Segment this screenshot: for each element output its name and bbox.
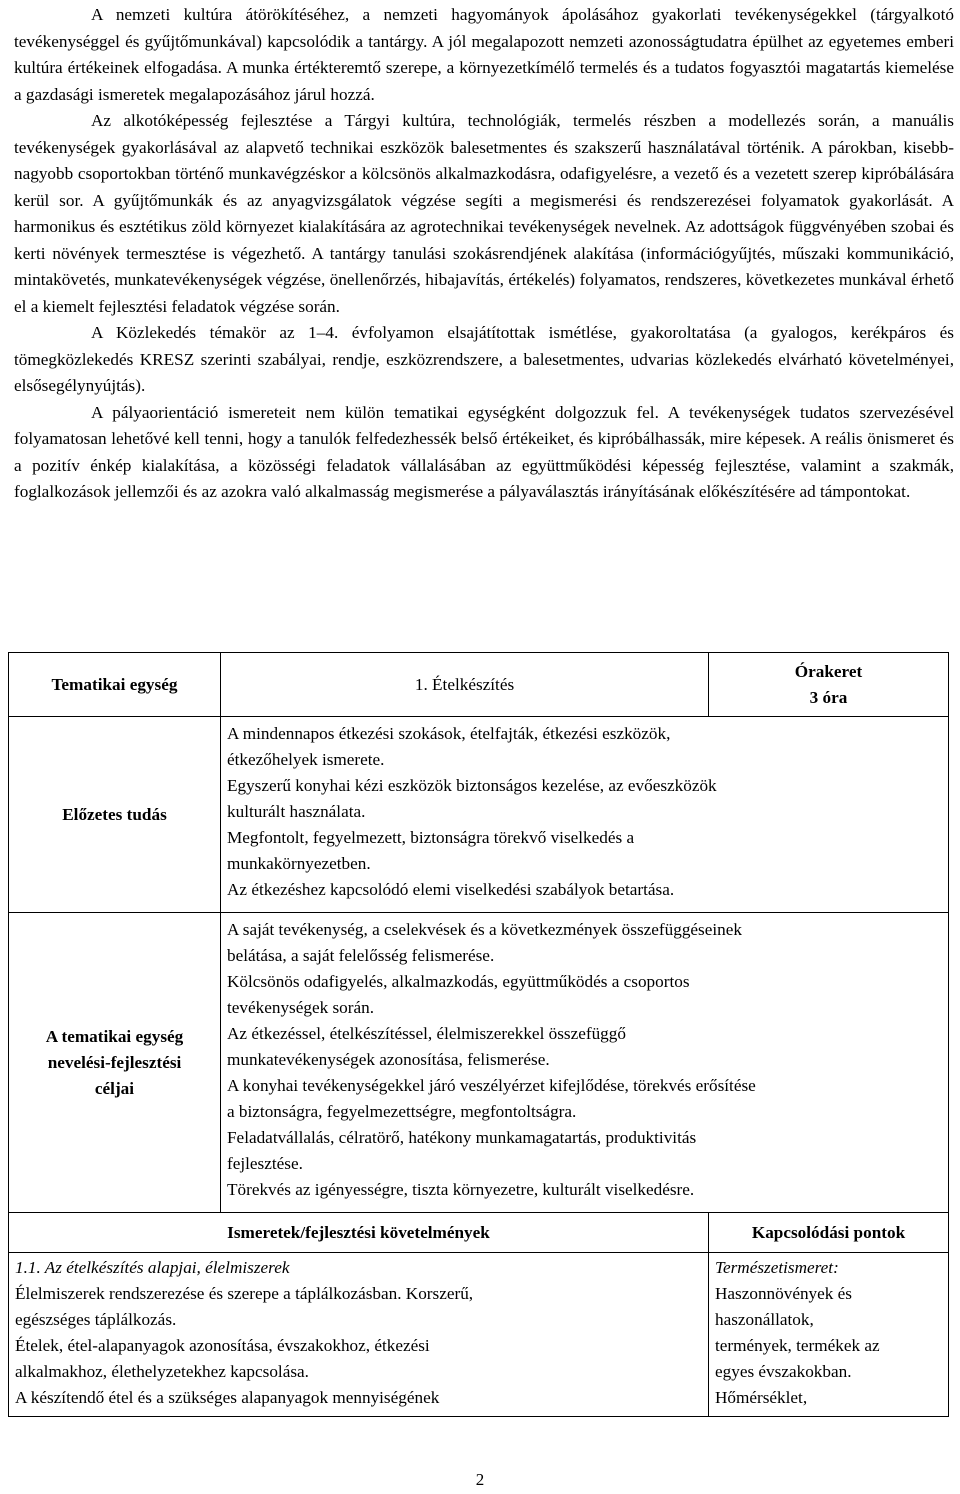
page-number: 2	[475, 1470, 485, 1489]
content-line: a biztonságra, fegyelmezettségre, megfontoltságra.	[227, 1102, 577, 1121]
paragraph: A pályaorientáció ismereteit nem külön tematikai egységként dolgozzuk fel. A tevékenységek tudatos szervezésével folyamatosan lehetővé kell tenni, hogy a tanulók felfedezhessék belső értékeiket, és kipróbálhassák, mire képesek. A reális önismeret és a pozitív énkép kialakítása, a közösségi feladatok vállalásában az együttműködési képesség fejlesztése, valamint a szakmák, foglalkozások jellemzői és az azokra való alkalmasság megismerése a pályaválasztás irányításának előkészítésére ad támpontokat.	[14, 402, 954, 501]
content-line: tevékenységek során.	[227, 998, 374, 1017]
goals-content	[221, 913, 949, 1213]
paragraph: Az alkotóképesség fejlesztése a Tárgyi kultúra, technológiák, termelés részben a modellezés során, a manuális tevékenységek gyakorlásával az alapvető technikai eszközök balesetmentes és szakszerű használatával történik. A párokban, kisebb-nagyobb csoportokban történő munkavégzéskor a kölcsönös alkalmazkodásra, odafigyelésre, a vezető és a vezetett szerep kipróbálására kerül sor. A gyűjtőmunkák és az anyagvizsgálatok végzése segíti a megismerési és rendszerezései folyamatok gyakorlását. A harmonikus és esztétikus zöld környezet kialakítására az agrotechnikai tevékenységek nevelnek. Az adottságok függvényében szobai és kerti növények termesztése is végezhető. A tantárgy tanulási szokásrendjének alakítása (információgyűjtés, műszaki kommunikáció, mintakövetés, munkatevékenységek végzése, önellenőrzés, hibajavítás, értékelés) folyamatos, rendszeres, következetes munkával érhető el a kiemelt fejlesztési feladatok végzése során.	[14, 111, 954, 316]
paragraph: A nemzeti kultúra átörökítéséhez, a nemzeti hagyományok ápolásához gyakorlati tevékenységekkel (tárgyalkotó tevékenységgel és gyűjtőmunkával) kapcsolódik a tantárgy. A jól megalapozott nemzeti azonosságtudatra épülhet az egyetemes emberi kultúra értékeinek elfogadása. A munka értékteremtő szerepe, a környezetkímélő termelés és a tudatos fogyasztói magatartás kiemelése a gazdasági ismeretek megalapozásához járul hozzá.	[14, 5, 954, 104]
intro-text	[14, 2, 954, 506]
content-line: A készítendő étel és a szükséges alapanyagok mennyiségének	[15, 1388, 440, 1407]
goals-label-line: nevelési-fejlesztési	[47, 1052, 182, 1072]
paragraph: A Közlekedés témakör az 1–4. évfolyamon elsajátítottak ismétlése, gyakoroltatása (a gyalogos, kerékpáros és tömegközlekedés KRESZ szerinti szabályai, rendje, eszközrendszere, a balesetmentes, udvarias közlekedés elvárható követelményei, elsősegélynyújtás).	[14, 323, 954, 395]
content-line: termények, termékek az	[715, 1336, 880, 1355]
content-line: Törekvés az igényességre, tiszta környezetre, kulturált viselkedésre.	[227, 1180, 695, 1199]
content-line: egyes évszakokban.	[715, 1362, 852, 1381]
content-line: belátása, a saját felelősség felismerése.	[227, 946, 495, 965]
content-line: Haszonnövények és	[715, 1284, 852, 1303]
content-row	[9, 1253, 949, 1417]
requirements-content	[9, 1253, 709, 1417]
content-line: munkakörnyezetben.	[227, 854, 371, 873]
content-line: haszonállatok,	[715, 1310, 814, 1329]
requirements-subtitle: 1.1. Az ételkészítés alapjai, élelmiszerek	[15, 1258, 290, 1277]
content-line: Ételek, étel-alapanyagok azonosítása, évszakokhoz, étkezési	[15, 1336, 430, 1355]
connections-subtitle: Természetismeret:	[715, 1258, 839, 1277]
hours-value: 3 óra	[809, 687, 848, 707]
content-line: A mindennapos étkezési szokások, ételfajták, étkezési eszközök,	[227, 724, 671, 743]
prior-knowledge-row	[9, 717, 949, 913]
content-line: étkezőhelyek ismerete.	[227, 750, 385, 769]
unit-title: 1. Ételkészítés	[414, 674, 515, 694]
unit-label-cell	[9, 653, 221, 717]
content-line: Feladatvállalás, célratörő, hatékony munkamagatartás, produktivitás	[227, 1128, 697, 1147]
content-line: A saját tevékenység, a cselekvések és a következmények összefüggéseinek	[227, 920, 742, 939]
unit-label: Tematikai egység	[51, 674, 178, 694]
goals-row	[9, 913, 949, 1213]
thematic-unit-table	[8, 652, 949, 1417]
content-line: A konyhai tevékenységekkel járó veszélyérzet kifejlődése, törekvés erősítése	[227, 1076, 756, 1095]
content-line: Hőmérséklet,	[715, 1388, 808, 1407]
connections-header: Kapcsolódási pontok	[751, 1222, 906, 1242]
content-line: kulturált használata.	[227, 802, 366, 821]
hours-cell	[709, 653, 949, 717]
content-line: Az étkezéssel, ételkészítéssel, élelmiszerekkel összefüggő	[227, 1024, 626, 1043]
content-line: Megfontolt, fegyelmezett, biztonságra törekvő viselkedés a	[227, 828, 635, 847]
goals-label-cell	[9, 913, 221, 1213]
goals-label-line: A tematikai egység	[45, 1026, 184, 1046]
goals-label-line: céljai	[94, 1078, 135, 1098]
requirements-header: Ismeretek/fejlesztési követelmények	[227, 1222, 490, 1242]
table-header-row	[9, 653, 949, 717]
content-line: fejlesztése.	[227, 1154, 303, 1173]
connections-content	[709, 1253, 949, 1417]
content-line: Kölcsönös odafigyelés, alkalmazkodás, együttműködés a csoportos	[227, 972, 690, 991]
connections-header-cell	[709, 1213, 949, 1253]
hours-label: Órakeret	[794, 661, 863, 681]
unit-title-cell	[221, 653, 709, 717]
content-line: egészséges táplálkozás.	[15, 1310, 177, 1329]
content-line: alkalmakhoz, élethelyzetekhez kapcsolása.	[15, 1362, 309, 1381]
requirements-header-cell	[9, 1213, 709, 1253]
content-line: Egyszerű konyhai kézi eszközök biztonságos kezelése, az evőeszközök	[227, 776, 717, 795]
section-header-row	[9, 1213, 949, 1253]
content-line: Az étkezéshez kapcsolódó elemi viselkedési szabályok betartása.	[227, 880, 675, 899]
content-line: munkatevékenységek azonosítása, felismerése.	[227, 1050, 550, 1069]
prior-knowledge-label: Előzetes tudás	[62, 804, 167, 824]
content-line: Élelmiszerek rendszerezése és szerepe a táplálkozásban. Korszerű,	[15, 1284, 474, 1303]
prior-knowledge-label-cell	[9, 717, 221, 913]
prior-knowledge-content	[221, 717, 949, 913]
